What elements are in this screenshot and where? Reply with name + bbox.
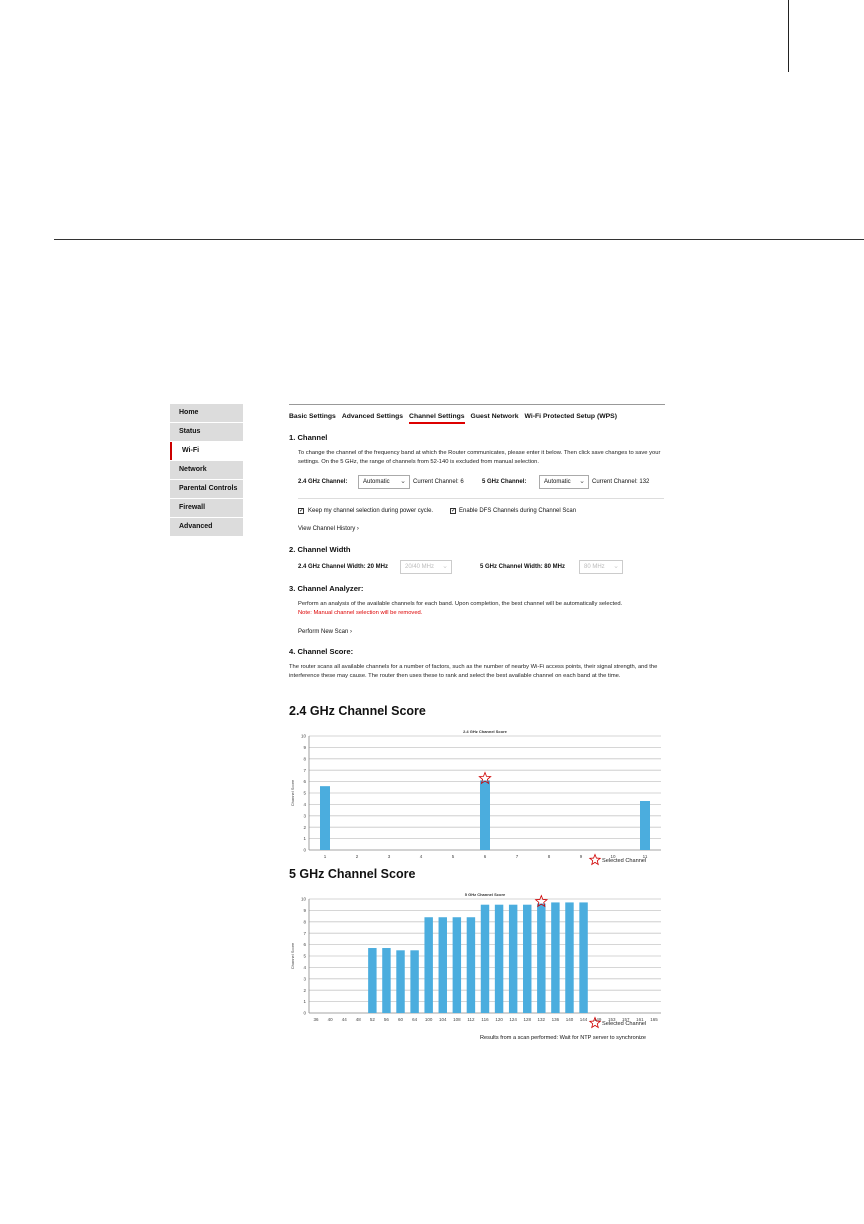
- legend-star-icon: [590, 855, 600, 865]
- ch5-current: Current Channel: 132: [592, 479, 650, 485]
- bar-ch-52: [368, 948, 376, 1013]
- bar-ch-64: [410, 950, 418, 1013]
- x-tick-label: 48: [355, 1017, 361, 1022]
- tab-advanced-settings[interactable]: Advanced Settings: [341, 413, 404, 420]
- sidebar-nav: [170, 404, 243, 537]
- chevron-right-icon: ›: [350, 629, 353, 635]
- x-tick-label: 10: [610, 854, 616, 859]
- w24-select[interactable]: [400, 560, 452, 574]
- x-tick-label: 60: [398, 1017, 404, 1022]
- w5-label: 5 GHz Channel Width: 80 MHz: [480, 564, 565, 570]
- tab-basic-settings[interactable]: Basic Settings: [289, 413, 336, 420]
- x-tick-label: 128: [523, 1017, 531, 1022]
- ch5-select-value: Automatic: [544, 479, 571, 485]
- chart-24ghz: [289, 728, 669, 868]
- y-tick-label: 6: [303, 779, 306, 785]
- y-tick-label: 3: [303, 976, 306, 982]
- x-tick-label: 1: [323, 854, 327, 859]
- x-tick-label: 36: [313, 1017, 319, 1022]
- y-tick-label: 7: [303, 767, 306, 773]
- y-tick-label: 5: [303, 953, 306, 959]
- x-tick-label: 52: [369, 1017, 375, 1022]
- keep-selection-label: Keep my channel selection during power cycle.: [308, 508, 434, 514]
- x-tick-label: 40: [327, 1017, 333, 1022]
- y-tick-label: 4: [303, 802, 306, 807]
- sidebar-item-network[interactable]: Network: [170, 461, 243, 479]
- x-tick-label: 4: [419, 854, 423, 859]
- chart-title: 5 GHz Channel Score: [464, 892, 506, 897]
- bar-ch-1: [320, 786, 330, 850]
- x-tick-label: 120: [495, 1017, 503, 1022]
- x-tick-label: 149: [593, 1017, 602, 1022]
- y-axis-label: Channel Score: [290, 779, 295, 807]
- x-tick-label: 100: [424, 1017, 433, 1022]
- x-tick-label: 8: [547, 854, 551, 859]
- channel-heading: 1. Channel: [289, 433, 328, 442]
- ch5-label: 5 GHz Channel:: [482, 479, 527, 485]
- tab-top-rule: [289, 404, 665, 405]
- x-tick-label: 144: [579, 1017, 588, 1022]
- y-tick-label: 0: [303, 1010, 306, 1016]
- w24-label: 2.4 GHz Channel Width: 20 MHz: [298, 564, 388, 570]
- chevron-down-icon: ⌄: [400, 478, 406, 485]
- bar-ch-112: [467, 917, 475, 1013]
- y-tick-label: 2: [303, 824, 306, 830]
- sidebar-item-wifi[interactable]: Wi-Fi: [170, 442, 243, 460]
- y-tick-label: 1: [303, 836, 306, 842]
- tab-guest-network[interactable]: Guest Network: [470, 413, 519, 420]
- dfs-label: Enable DFS Channels during Channel Scan: [459, 508, 577, 514]
- x-tick-label: 2: [355, 854, 359, 859]
- sidebar-item-status[interactable]: Status: [170, 423, 243, 441]
- chevron-right-icon: ›: [356, 526, 359, 532]
- x-tick-label: 140: [565, 1017, 574, 1022]
- x-tick-label: 5: [451, 854, 455, 859]
- x-tick-label: 132: [537, 1017, 546, 1022]
- x-tick-label: 11: [642, 854, 648, 859]
- tab-channel-settings[interactable]: Channel Settings: [409, 413, 465, 424]
- x-tick-label: 56: [383, 1017, 389, 1022]
- sidebar-item-advanced[interactable]: Advanced: [170, 518, 243, 536]
- bar-ch-140: [565, 902, 573, 1013]
- score-heading: 4. Channel Score:: [289, 647, 354, 656]
- x-tick-label: 124: [509, 1017, 517, 1022]
- bar-ch-56: [382, 948, 390, 1013]
- x-tick-label: 153: [607, 1017, 616, 1022]
- bar-ch-11: [640, 801, 650, 850]
- x-tick-label: 136: [551, 1017, 560, 1022]
- sidebar-item-firewall[interactable]: Firewall: [170, 499, 243, 517]
- perform-new-scan-link[interactable]: [298, 629, 352, 635]
- score24-title: 2.4 GHz Channel Score: [289, 704, 426, 718]
- dfs-checkbox[interactable]: ✓: [451, 508, 457, 514]
- tab-bar: [289, 413, 665, 424]
- chart-title: 2.4 GHz Channel Score: [463, 729, 507, 734]
- bar-ch-116: [481, 905, 489, 1013]
- view-channel-history-text: View Channel History: [298, 526, 356, 532]
- view-channel-history-link[interactable]: [298, 526, 359, 532]
- sidebar-item-home[interactable]: Home: [170, 404, 243, 422]
- ch24-select[interactable]: [358, 475, 410, 489]
- corner-rule: [788, 0, 789, 72]
- chevron-down-icon: ⌄: [442, 563, 448, 570]
- chevron-down-icon: ⌄: [613, 563, 619, 570]
- x-tick-label: 3: [387, 854, 391, 859]
- bar-ch-128: [523, 905, 531, 1013]
- perform-new-scan-text: Perform New Scan: [298, 629, 349, 635]
- bar-ch-100: [424, 917, 432, 1013]
- score5-title: 5 GHz Channel Score: [289, 867, 416, 881]
- y-tick-label: 10: [300, 733, 306, 739]
- channel-description: To change the channel of the frequency band at which the Router communicates, please enter it below. Then click save changes to save your settings. On the 5 GHz, the range of channels from 52-140 is excluded from manual selection.: [298, 450, 661, 465]
- y-axis-label: Channel Score: [290, 942, 295, 970]
- w5-select[interactable]: [579, 560, 623, 574]
- bar-ch-6: [480, 780, 490, 850]
- y-tick-label: 0: [303, 847, 306, 853]
- x-tick-label: 7: [515, 854, 519, 859]
- x-tick-label: 161: [636, 1017, 644, 1022]
- legend-label: Selected Channel: [602, 1021, 647, 1027]
- bar-ch-120: [495, 905, 503, 1013]
- bar-ch-144: [579, 902, 587, 1013]
- x-tick-label: 44: [341, 1017, 347, 1022]
- ch24-label: 2.4 GHz Channel:: [298, 479, 348, 485]
- ch24-current: Current Channel: 6: [413, 479, 464, 485]
- tab-wps[interactable]: Wi-Fi Protected Setup (WPS): [524, 413, 617, 420]
- ch5-select[interactable]: [539, 475, 589, 489]
- y-tick-label: 5: [303, 790, 306, 796]
- x-tick-label: 6: [483, 854, 487, 859]
- legend-label: Selected Channel: [602, 858, 647, 864]
- x-tick-label: 104: [439, 1017, 447, 1022]
- score-description: The router scans all available channels for a number of factors, such as the number of nearby Wi-Fi access points, their signal strength, and the interference these may cause. The router then uses these to rank and select the best available channel on each band at the time.: [289, 664, 658, 679]
- y-tick-label: 8: [303, 919, 306, 925]
- ch24-select-value: Automatic: [363, 479, 390, 485]
- chart-5ghz: [289, 891, 669, 1031]
- bar-ch-124: [509, 905, 517, 1013]
- y-tick-label: 2: [303, 987, 306, 993]
- analyzer-note: Note: Manual channel selection will be removed.: [298, 610, 423, 616]
- bar-ch-108: [453, 917, 461, 1013]
- x-tick-label: 64: [412, 1017, 418, 1022]
- sidebar-item-parental-controls[interactable]: Parental Controls: [170, 480, 243, 498]
- x-tick-label: 157: [622, 1017, 630, 1022]
- y-tick-label: 1: [303, 999, 306, 1005]
- w5-select-value: 80 MHz: [584, 564, 605, 570]
- width-heading: 2. Channel Width: [289, 545, 351, 554]
- y-tick-label: 4: [303, 965, 306, 970]
- analyzer-heading: 3. Channel Analyzer:: [289, 584, 364, 593]
- x-tick-label: 9: [579, 854, 583, 859]
- page-divider: [54, 239, 864, 240]
- x-tick-label: 116: [481, 1017, 489, 1022]
- main-content: [289, 404, 665, 1064]
- y-tick-label: 10: [300, 896, 306, 902]
- bar-ch-132: [537, 904, 545, 1013]
- keep-selection-checkbox[interactable]: ✓: [299, 508, 305, 514]
- x-tick-label: 108: [453, 1017, 461, 1022]
- y-tick-label: 3: [303, 813, 306, 819]
- y-tick-label: 9: [303, 908, 306, 913]
- w24-select-value: 20/40 MHz: [405, 564, 435, 570]
- analyzer-description: Perform an analysis of the available channels for each band. Upon completion, the best channel will be automatically selected.: [298, 601, 623, 607]
- section-divider: [298, 498, 664, 499]
- scan-results-note: Results from a scan performed: Wait for NTP server to synchronize: [480, 1035, 647, 1041]
- y-tick-label: 9: [303, 745, 306, 750]
- y-tick-label: 7: [303, 930, 306, 936]
- y-tick-label: 8: [303, 756, 306, 762]
- bar-ch-104: [439, 917, 447, 1013]
- bar-ch-60: [396, 950, 404, 1013]
- chevron-down-icon: ⌄: [579, 478, 585, 485]
- bar-ch-136: [551, 902, 559, 1013]
- x-tick-label: 112: [467, 1017, 475, 1022]
- y-tick-label: 6: [303, 942, 306, 948]
- x-tick-label: 165: [650, 1017, 658, 1022]
